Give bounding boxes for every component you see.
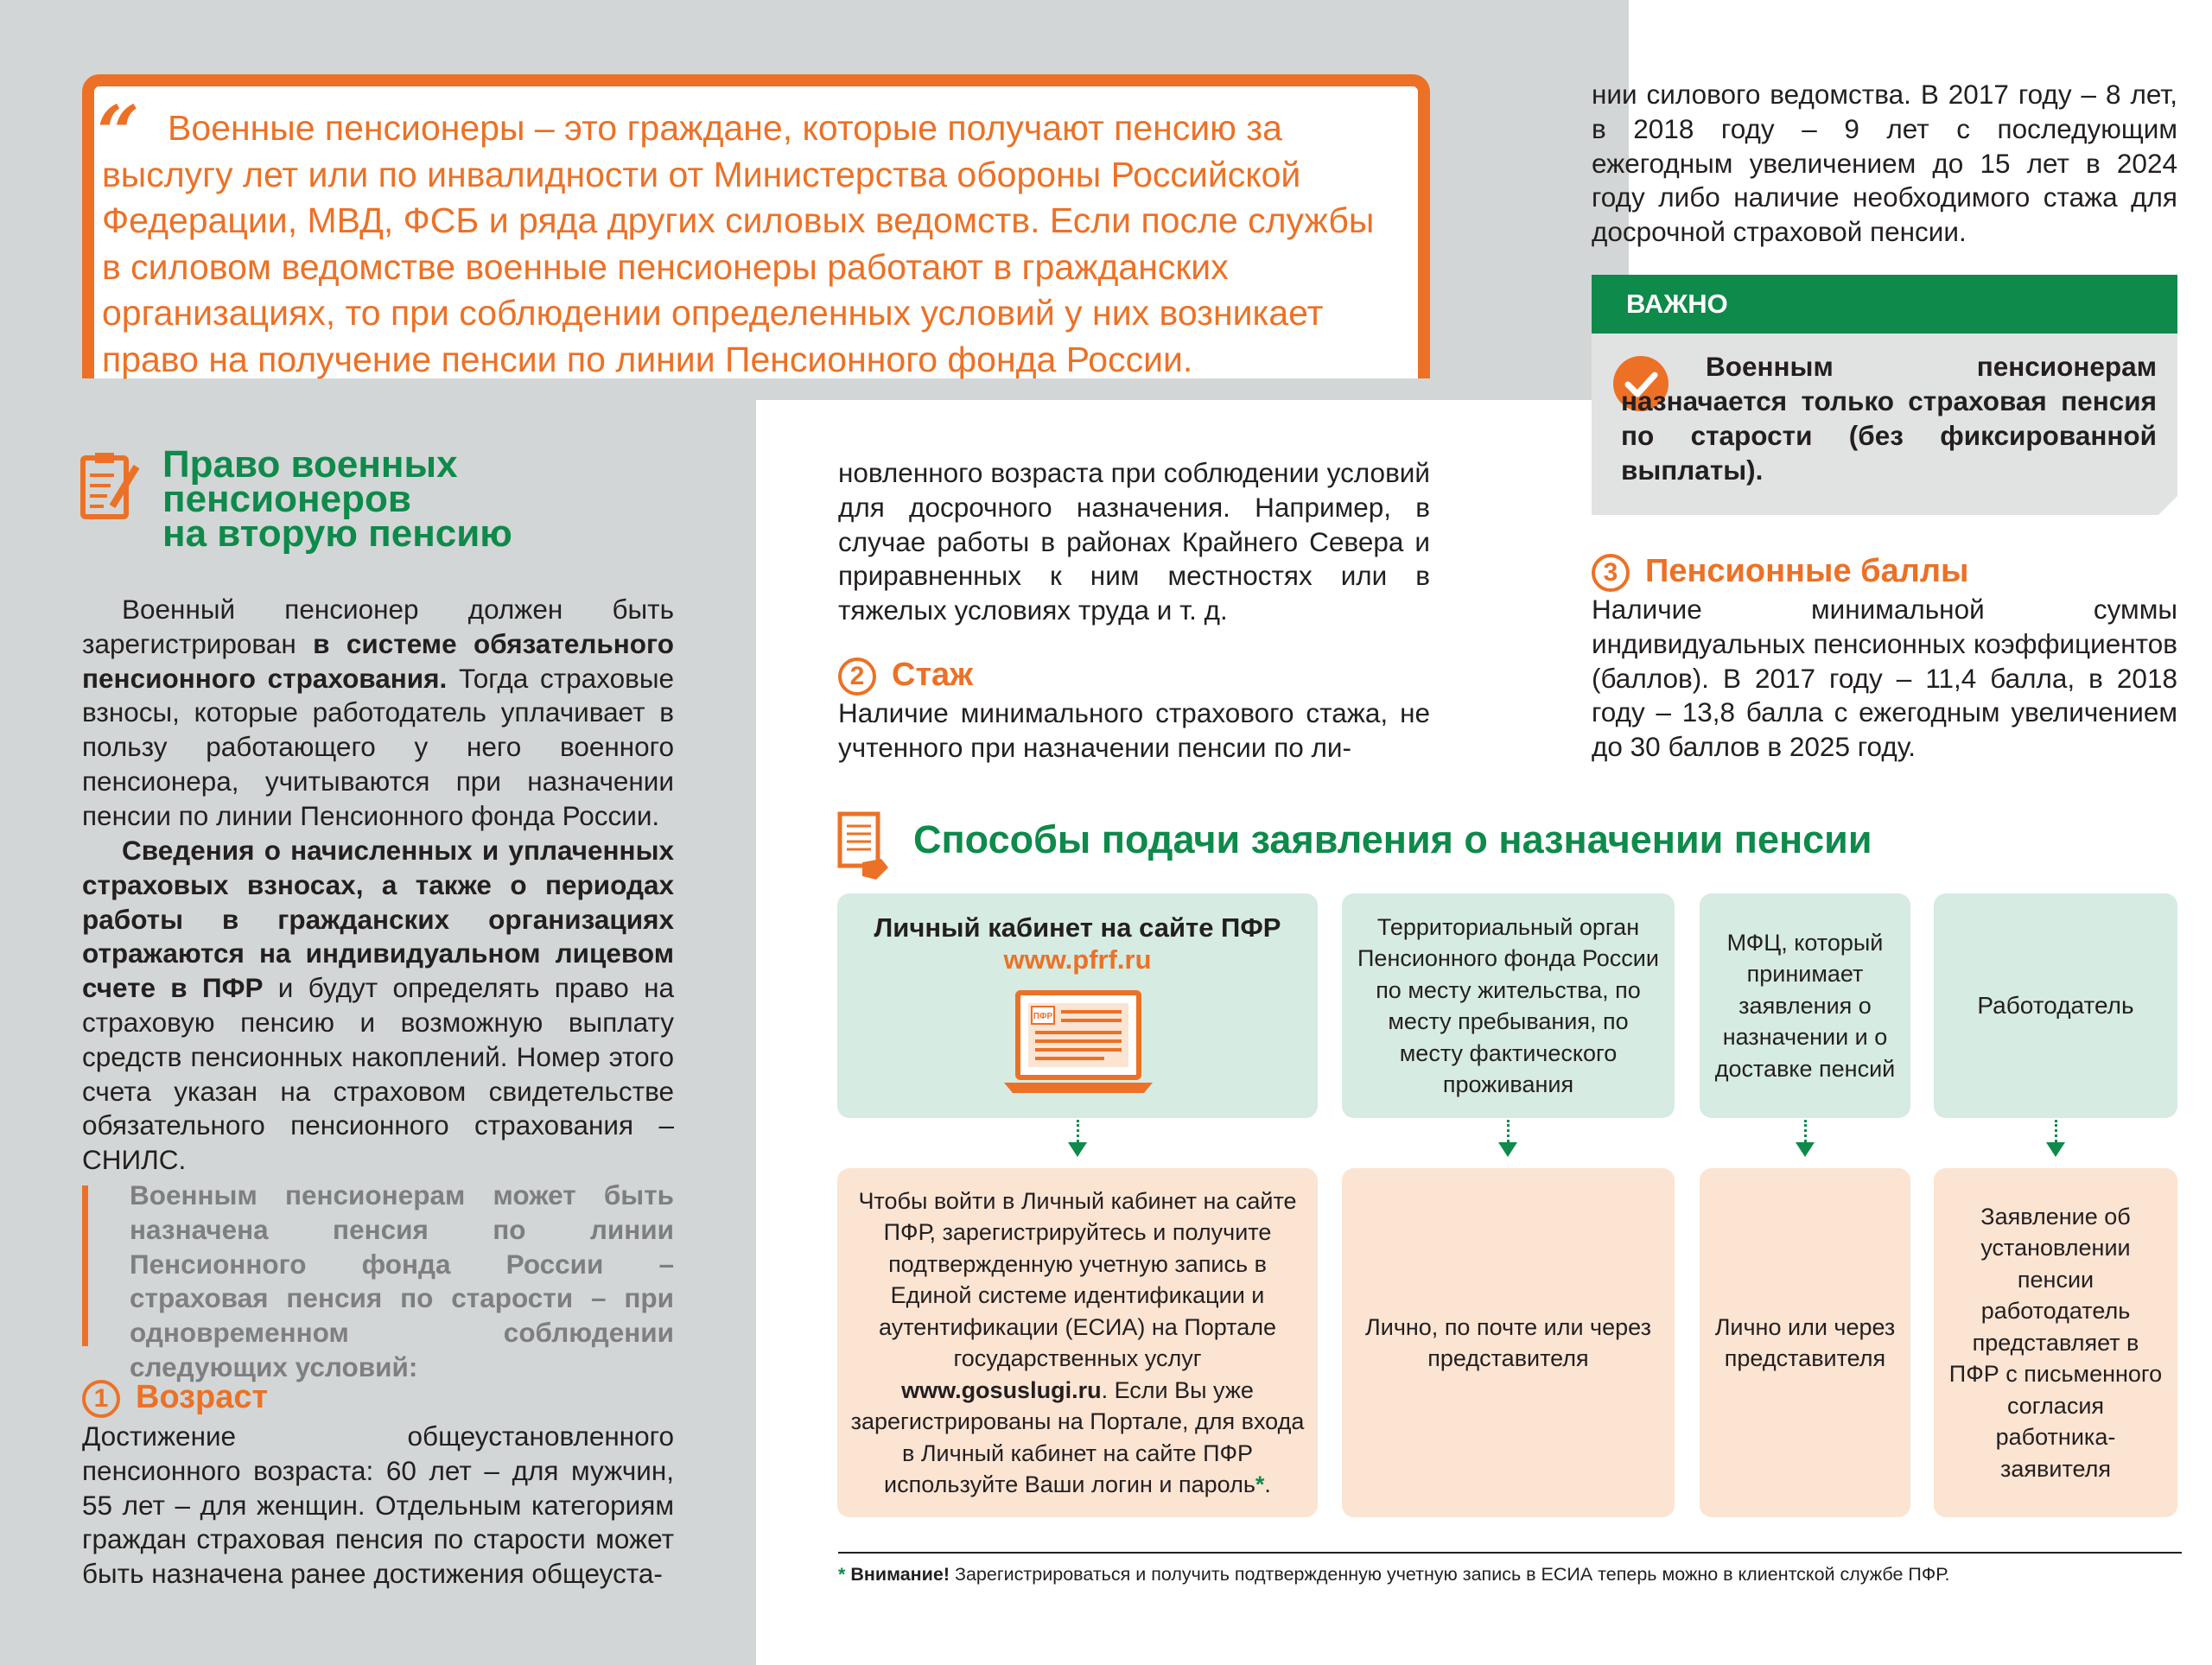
condition-3-title: Пенсионные баллы: [1645, 553, 1969, 589]
condition-2-title: Стаж: [892, 657, 974, 693]
channel-1-title: Личный кабинет на сайте ПФР: [874, 912, 1281, 943]
p1-text-a: Военный пенсионер должен быть зарегистрирован: [82, 594, 674, 659]
footnote: [838, 1564, 1949, 1586]
detail-1-text-d: .: [1264, 1471, 1271, 1497]
condition-2-heading: [838, 657, 973, 696]
condition-3-heading: [1592, 553, 1969, 592]
col2-continued-text: новленного возраста при соблюдении условий для досрочного назначения. Например, в случае работы в районах Крайнего Севера и приравненных к ним местностях или в тяжелых условиях труда и т. д.: [838, 457, 1430, 626]
condition-3-number: 3: [1592, 554, 1630, 592]
important-box-corner: [2158, 496, 2177, 515]
condition-2-number: 2: [838, 658, 876, 696]
p1-text-bold: в системе обязательного пенсионного страхования.: [82, 627, 674, 694]
arrow-3-icon: [1796, 1142, 1815, 1157]
footnote-divider: [838, 1552, 2182, 1554]
gosuslugi-link[interactable]: www.gosuslugi.ru: [901, 1376, 1102, 1403]
condition-3-text: Наличие минимальной суммы индивидуальных пенсионных коэффициентов (баллов). В 2017 году – 11,4 балла, в 2018 году – 13,8 балла с ежегодным увеличением до 30 баллов в 2025 году.: [1592, 594, 2177, 763]
p2-text-bold: Сведения о начисленных и уплаченных страховых взносах, а также о периодах работы в гражданских организациях отражаются на индивидуальном лицевом счете в ПФР: [82, 835, 674, 1004]
detail-territorial-office: Лично, по почте или через представителя: [1342, 1168, 1675, 1517]
detail-1-text-c: . Если Вы уже зарегистрированы на Портале, для входа в Личный кабинет на сайте ПФР используйте Ваши логин и пароль: [850, 1376, 1305, 1497]
condition-1-number: 1: [82, 1380, 120, 1418]
intro-paragraph-1: [82, 593, 674, 834]
section-title-line1: Право военных: [162, 443, 458, 486]
ways-title: Способы подачи заявления о назначении пенсии: [913, 817, 1872, 861]
intro-paragraph-2: [82, 834, 674, 1178]
important-text: Военным пенсионерам назначается только страховая пенсия по старости (без фиксированной выплаты).: [1621, 351, 2157, 486]
section-title: [162, 443, 512, 555]
arrow-4-icon: [2046, 1142, 2065, 1157]
channel-mfc: МФЦ, который принимает заявления о назначении и о доставке пенсий: [1700, 893, 1910, 1118]
footnote-text: Зарегистрироваться и получить подтвержденную учетную запись в ЕСИА теперь можно в клиентской службе ПФР.: [950, 1564, 1950, 1585]
arrow-4-line: [2055, 1120, 2057, 1142]
p2-text-b: и будут определять право на страховую пенсию и возможную выплату средств пенсионных накоплений. Номер этого счета указан на страховом свидетельстве обязательного пенсионного страхования – СНИЛС.: [82, 972, 674, 1176]
footnote-star: *: [838, 1564, 846, 1585]
channel-employer: Работодатель: [1934, 893, 2177, 1118]
arrow-2-icon: [1498, 1142, 1517, 1157]
detail-employer: Заявление об установлении пенсии работодатель представляет в ПФР с письменного согласия работника-заявителя: [1934, 1168, 2177, 1517]
arrow-1-icon: [1068, 1142, 1087, 1157]
quote-mark-icon: “: [97, 90, 140, 177]
condition-2-text: Наличие минимального страхового стажа, не учтенного при назначении пенсии по ли-: [838, 697, 1430, 763]
callout-text: Военным пенсионерам может быть назначена пенсия по линии Пенсионного фонда России – страховая пенсия по старости – при одновременном соблюдении следующих условий:: [130, 1179, 674, 1382]
condition-1-heading: [82, 1379, 268, 1418]
p1-text-c: Тогда страховые взносы, которые работодатель уплачивает в пользу работающего у него военного пенсионера, учитываются при назначении пенсии по линии Пенсионного фонда России.: [82, 662, 674, 831]
arrow-3-line: [1804, 1120, 1807, 1142]
channel-territorial-office: Территориальный орган Пенсионного фонда России по месту жительства, по месту пребывания, по месту фактического проживания: [1342, 893, 1675, 1118]
arrow-1-line: [1077, 1120, 1079, 1142]
detail-1-text-a: Чтобы войти в Личный кабинет на сайте ПФР, зарегистрируйтесь и получите подтвержденную учетную запись в Единой системе идентификации и аутентификации (ЕСИА) на Портале государственных услуг: [858, 1187, 1297, 1371]
col3-continued-text: нии силового ведомства. В 2017 году – 8 лет, в 2018 году – 9 лет с последующим ежегодным увеличением до 15 лет в 2024 году либо наличие необходимого стажа для досрочной страховой пенсии.: [1592, 79, 2177, 248]
condition-1-title: Возраст: [136, 1379, 269, 1415]
pfr-logo-text: ПФР: [1033, 1012, 1053, 1021]
section-title-line3: на вторую пенсию: [162, 512, 512, 555]
section-title-line2: пенсионеров: [162, 478, 411, 520]
condition-1-text: Достижение общеустановленного пенсионного возраста: 60 лет – для мужчин, 55 лет – для женщин. Отдельным категориям граждан страховая пенсия по старости может быть назначена ранее достижения общеуста-: [82, 1420, 674, 1590]
arrow-2-line: [1507, 1120, 1510, 1142]
detail-1-star: *: [1255, 1471, 1265, 1497]
laptop-icon: [1001, 989, 1156, 1097]
document-hand-icon: [836, 810, 892, 881]
pfrf-link[interactable]: www.pfrf.ru: [1003, 944, 1152, 975]
detail-personal-cabinet: [837, 1168, 1318, 1517]
clipboard-pen-icon: [79, 449, 143, 522]
detail-mfc: Лично или через представителя: [1700, 1168, 1910, 1517]
footnote-bold: Внимание!: [850, 1564, 950, 1585]
callout-bar: [82, 1185, 88, 1346]
important-label: ВАЖНО: [1592, 275, 2177, 334]
quote-text: Военные пенсионеры – это граждане, которые получают пенсию за выслугу лет или по инвалидности от Министерства обороны Российской Федерации, МВД, ФСБ и ряда других силовых ведомств. Если после службы в силовом ведомстве военные пенсионеры работают в гражданских организациях, то при соблюдении определенных условий у них возникает право на получение пенсии по линии Пенсионного фонда России.: [102, 108, 1375, 379]
